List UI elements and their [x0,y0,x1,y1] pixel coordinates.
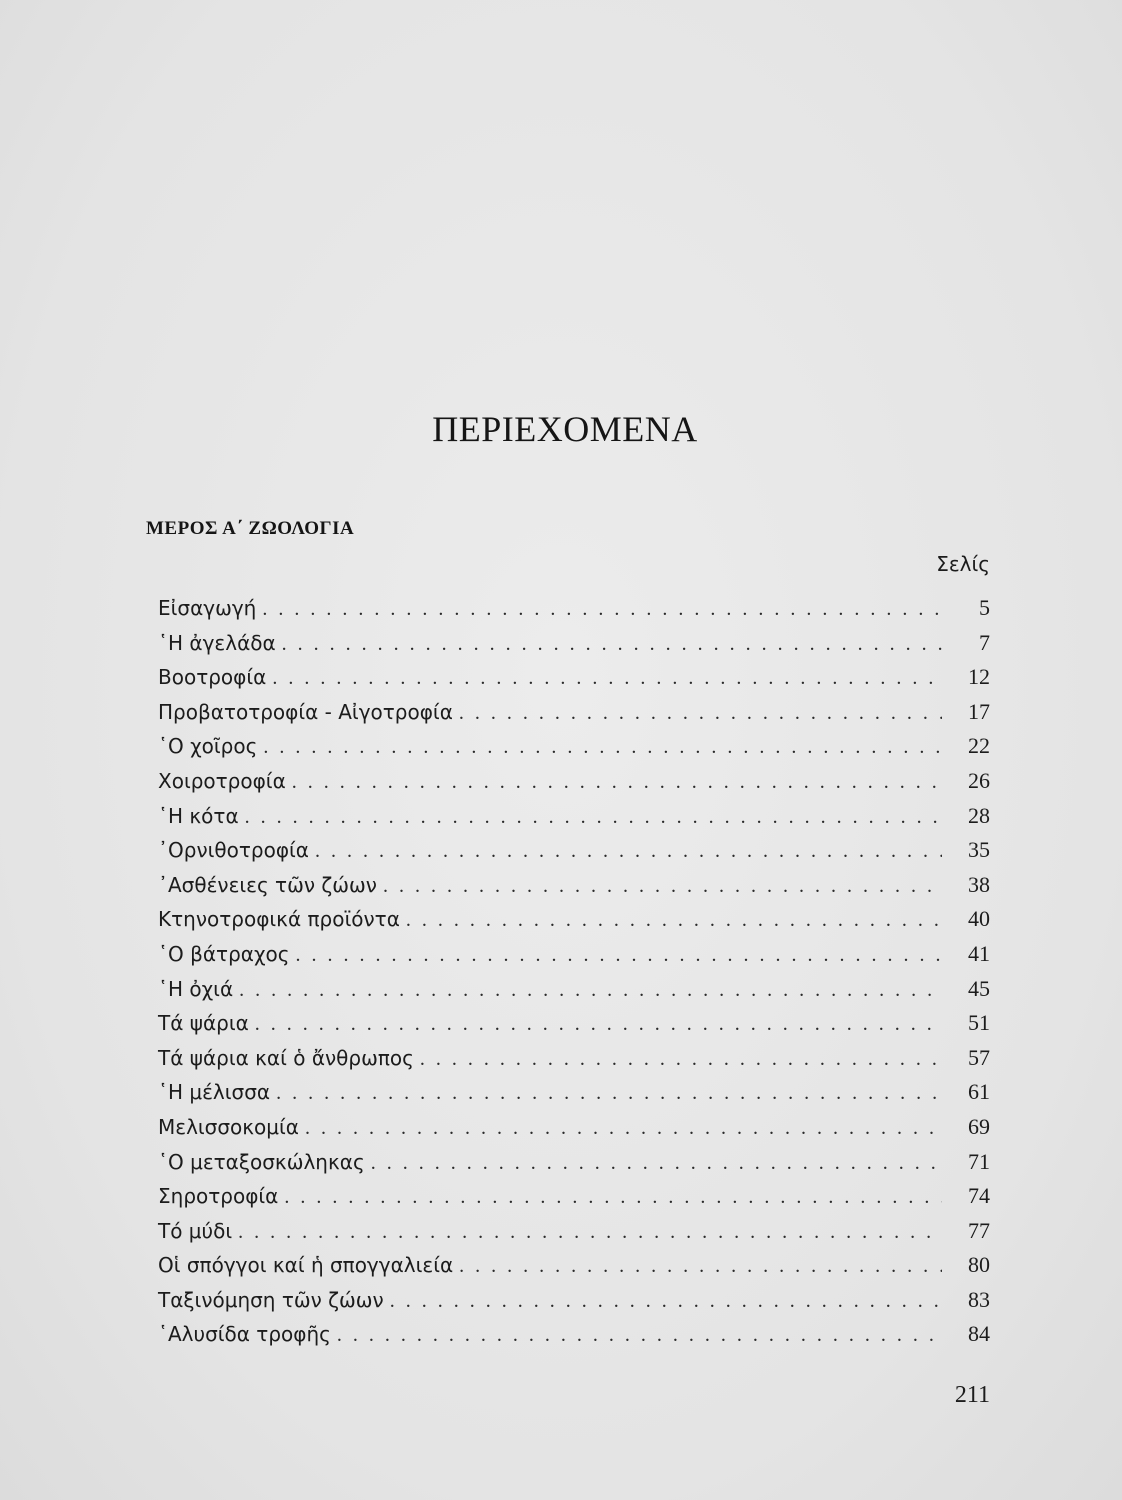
leader-dots [406,909,942,932]
toc-entry-page: 41 [968,940,990,966]
toc-entry-page: 28 [968,802,990,828]
toc-entry [158,1010,990,1045]
page-title: ΠΕΡΙΕΧΟΜΕΝΑ [432,409,698,449]
leader-dots [390,1290,942,1313]
toc-entry [158,664,990,699]
toc-entry-page: 77 [968,1217,990,1243]
toc-entry-title: ῾Ο βάτραχος [158,941,290,966]
leader-dots [282,633,942,656]
leader-dots [239,979,942,1002]
toc-entry-title: ῾Ο μεταξοσκώληκας [158,1149,365,1174]
leader-dots [305,1117,942,1140]
leader-dots [371,1152,942,1175]
toc-entry-title: Τό μύδι [158,1218,233,1243]
toc-entry-title: Οἱ σπόγγοι καί ἡ σπογγαλιεία [158,1253,454,1278]
toc-entry [158,837,990,872]
toc-entry-title: ῾Αλυσίδα τροφῆς [158,1322,331,1347]
toc-entry-page: 5 [979,595,990,620]
toc-entry-page: 40 [968,906,990,932]
toc-entry-title: ῾Η μέλισσα [158,1080,271,1105]
toc-entry [158,872,990,907]
leader-dots [272,667,942,690]
toc-entry-page: 71 [968,1148,990,1174]
leader-dots [263,736,942,759]
toc-entry-page: 17 [968,698,990,724]
toc-entry-page: 74 [968,1183,990,1209]
toc-entry-page: 22 [968,733,990,759]
toc-entry [158,1149,990,1184]
leader-dots [459,702,942,725]
toc-entry [158,768,990,803]
page-number: 211 [954,1382,990,1408]
toc-entry-page: 7 [979,629,990,655]
page-column-label: Σελίς [936,552,990,576]
toc-entry-page: 61 [968,1079,990,1105]
leader-dots [420,1048,942,1071]
toc-entry-page: 57 [968,1044,990,1070]
toc-entry-title: ᾿Ορνιθοτροφία [158,838,309,863]
toc-entry-page: 45 [968,975,990,1001]
toc-entry [158,699,990,734]
leader-dots [276,1082,942,1105]
toc-entry [158,1321,990,1356]
toc-entry-title: Χοιροτροφία [158,768,286,793]
toc-entry [158,1183,990,1218]
leader-dots [292,771,942,794]
leader-dots [238,1221,942,1244]
toc-entry-title: Προβατοτροφία - Αἰγοτροφία [158,699,453,724]
toc-entry [158,941,990,976]
leader-dots [245,806,942,829]
toc-entry-page: 35 [968,837,990,863]
toc-entry-title: ῾Η ὀχιά [158,976,234,1001]
leader-dots [459,1255,942,1278]
part-heading: ΜΕΡΟΣ Α΄ ΖΩΟΛΟΓΙΑ [146,518,355,539]
toc-entry-page: 38 [968,871,990,897]
toc-entry-page: 26 [968,767,990,793]
toc-entry-title: Μελισσοκομία [158,1114,299,1139]
toc-entry-page: 80 [968,1252,990,1278]
leader-dots [284,1186,942,1209]
toc-entry-page: 84 [968,1321,990,1347]
toc-entry [158,1079,990,1114]
toc-entry-page: 69 [968,1113,990,1139]
toc-entry [158,1287,990,1322]
toc-entry-title: ῾Η ἀγελάδα [158,630,276,655]
toc-entry-title: Τά ψάρια καί ὁ ἄνθρωπος [158,1045,414,1070]
toc-entry-page: 51 [968,1010,990,1036]
toc-entry [158,976,990,1011]
toc-entry [158,1114,990,1149]
toc-entry-title: ῾Η κότα [158,803,239,828]
leader-dots [337,1324,942,1347]
toc-entry [158,1045,990,1080]
toc-entry [158,733,990,768]
toc-entry-title: Τά ψάρια [158,1011,249,1036]
leader-dots [255,1013,942,1036]
toc-entry-title: ῾Ο χοῖρος [158,734,258,759]
table-of-contents [158,595,990,1356]
leader-dots [315,840,942,863]
toc-entry-title: Σηροτροφία [158,1184,279,1209]
toc-entry-title: Εἰσαγωγή [158,596,257,620]
leader-dots [262,598,942,621]
toc-entry-page: 83 [968,1286,990,1312]
toc-entry-title: Ταξινόμηση τῶν ζώων [158,1287,384,1312]
toc-entry [158,595,990,630]
leader-dots [296,944,943,967]
toc-entry [158,803,990,838]
toc-entry-title: ᾿Ασθένειες τῶν ζώων [158,872,377,897]
toc-entry [158,1252,990,1287]
toc-entry-title: Κτηνοτροφικά προϊόντα [158,907,400,932]
leader-dots [383,875,942,898]
toc-entry-page: 12 [968,664,990,690]
toc-entry-title: Βοοτροφία [158,665,267,690]
toc-entry [158,630,990,665]
toc-entry [158,906,990,941]
toc-entry [158,1218,990,1253]
